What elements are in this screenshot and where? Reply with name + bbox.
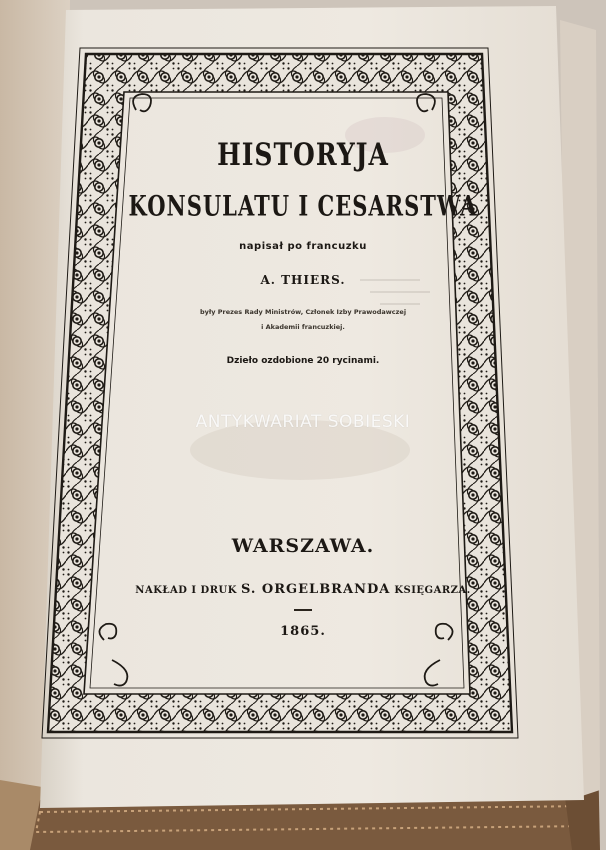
author-name: A. THIERS. bbox=[260, 273, 346, 287]
publisher-suffix: KSIĘGARZA. bbox=[394, 585, 471, 596]
publication-year: 1865. bbox=[280, 624, 326, 639]
watermark: ANTYKWARIAT SOBIESKI bbox=[195, 412, 411, 432]
author-credit-line-1: były Prezes Rady Ministrów, Członek Izby Prawodawczej bbox=[199, 308, 407, 316]
publisher-name: S. ORGELBRANDA bbox=[240, 582, 391, 597]
illustrations-note: Dzieło ozdobione 20 rycinami. bbox=[226, 356, 380, 366]
publisher-line bbox=[0, 582, 606, 597]
byline: napisał po francuzku bbox=[239, 241, 367, 252]
publisher-prefix: NAKŁAD I DRUK bbox=[135, 585, 237, 596]
publication-city: WARSZAWA. bbox=[231, 535, 375, 557]
author-credit-line-2: i Akademii francuzkiej. bbox=[261, 323, 345, 331]
title-line-1: HISTORYJA bbox=[217, 136, 389, 173]
separator-rule bbox=[294, 609, 312, 611]
title-line-2: KONSULATU I CESARSTWA bbox=[128, 188, 478, 223]
